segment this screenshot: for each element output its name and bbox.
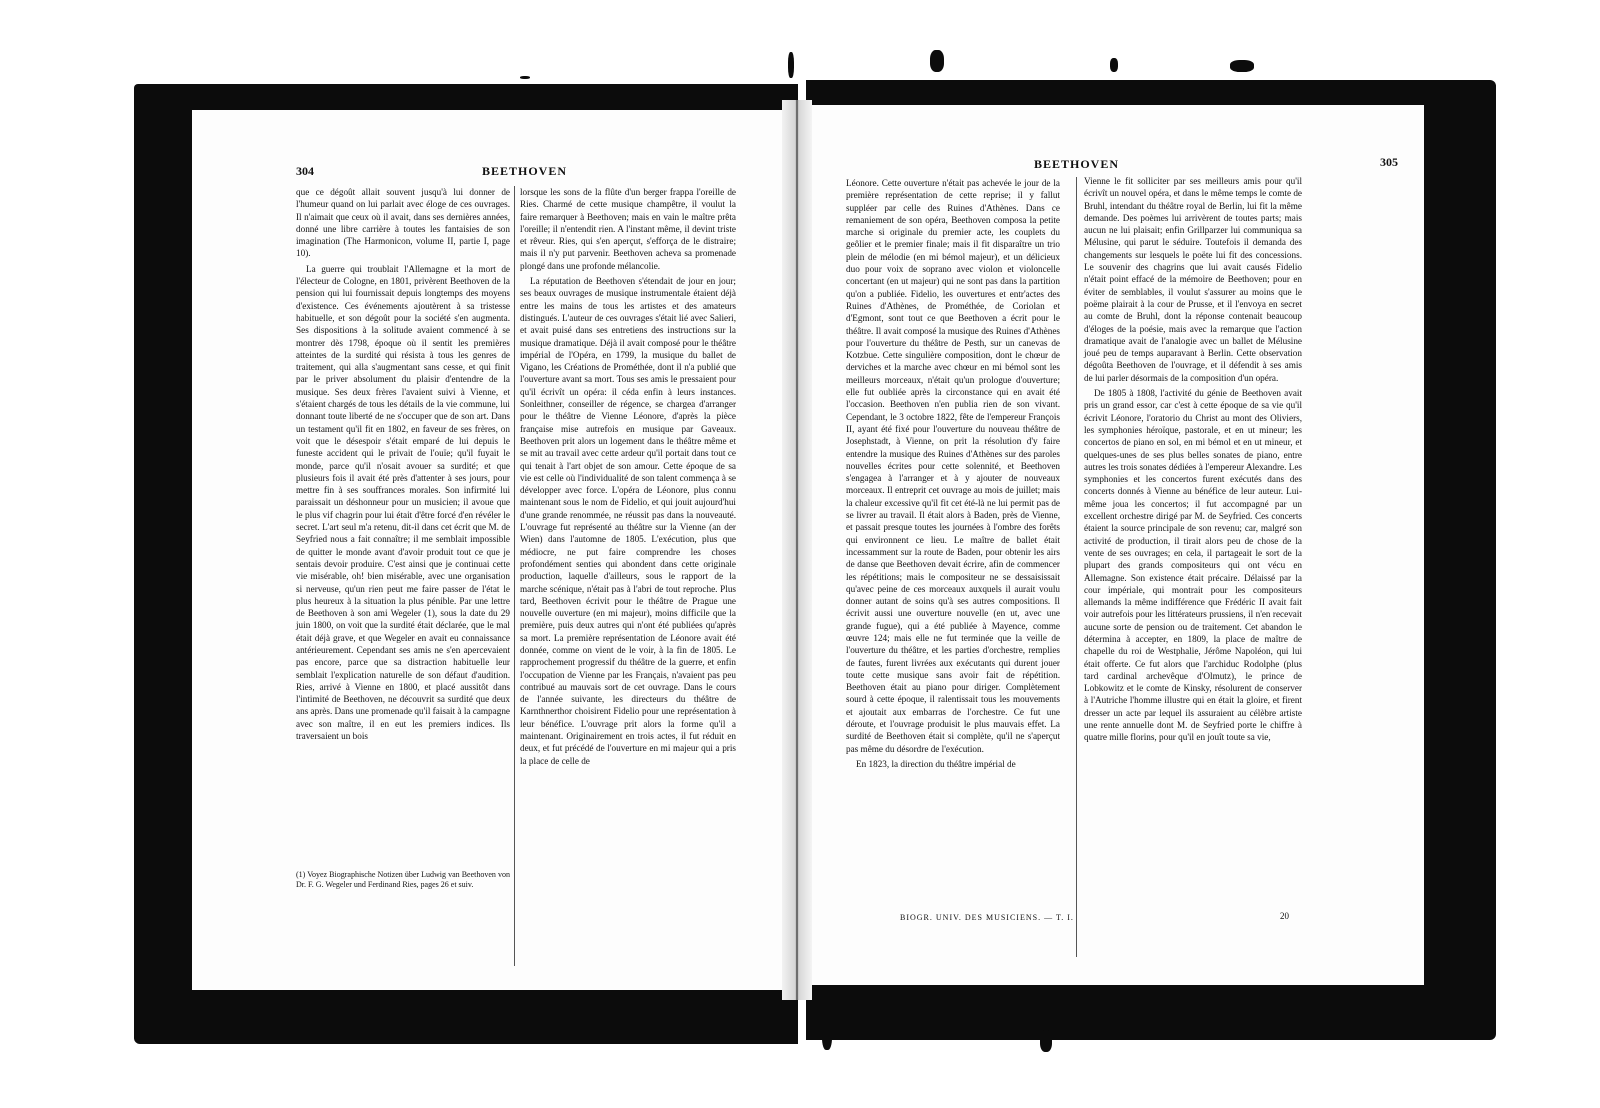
sheet-mark: 20: [1280, 911, 1289, 921]
paragraph: Léonore. Cette ouverture n'était pas achevée le jour de la première représentation de cette reprise; il y fallut suppléer par celle des Ruines d'Athènes. Dans ce remaniement de son opéra, Beethoven composa la petite marche si originale du premier acte, les couplets du geôlier et le premier finale; mais il fit disparaître un trio plein de mélodie (en mi bémol majeur), et un délicieux duo pour voix de soprano avec violon et violoncelle concertant (en ut majeur) qui ne sont pas dans la partition qu'on a publiée. Fidelio, les ouvertures et entr'actes des Ruines d'Athènes, de Prométhée, de Coriolan et d'Egmont, sont tout ce que Beethoven a écrit pour le théâtre. Il avait composé la musique des Ruines d'Athènes pour l'ouverture du théâtre de Pesth, sur un canevas de Kotzbue. Cette singulière composition, dont le chœur de derviches et la marche avec chœur en mi bémol sont les meilleurs morceaux, n'était qu'un prologue d'ouverture; elle fut oubliée après la circonstance qui en avait été l'occasion. Beethoven n'en publia rien de son vivant. Cependant, le 3 octobre 1822, fête de l'empereur François II, ayant été fixé pour l'ouverture du nouveau théâtre de Josephstadt, à Vienne, on prit la résolution d'y faire entendre la musique des Ruines d'Athènes sur des paroles nouvelles écrites pour cette solennité, et Beethoven s'engagea à l'arranger et à y ajouter de nouveaux morceaux. Il entreprit cet ouvrage au mois de juillet; mais la chaleur excessive qu'il fit cet été-là ne lui permit pas de se livrer au travail. Il était alors à Baden, près de Vienne, et passait presque toutes les journées à l'ombre des forêts qui environnent ce lieu. Le maître de ballet était incessamment sur la route de Baden, pour obtenir les airs de danse que Beethoven devait écrire, afin de commencer les répétitions; mais le compositeur ne se dessaisissait qu'avec peine de ces morceaux auxquels il aurait voulu donner autant de soins qu'à ses autres compositions. Il écrivit aussi une ouverture nouvelle (en ut, avec une grande fugue), qui a été publiée à Mayence, comme œuvre 124; mais elle ne fut terminée que la veille de l'ouverture du théâtre, et les parties d'orchestre, remplies de fautes, furent livrées aux exécutants qui durent jouer toute cette musique sans avoir fait de répétition. Beethoven était au piano pour diriger. Complètement sourd à cette époque, il ralentissait tous les mouvements et ajoutait aux embarras de l'orchestre. Ce fut une déroute, et l'ouvrage produisit le plus mauvais effet. La surdité de Beethoven était si complète, qu'il ne s'aperçut pas même du désordre de l'exécution.: [846, 178, 1060, 754]
left-page: [192, 110, 782, 990]
ink-speck: [1110, 58, 1118, 72]
book-gutter: [782, 100, 812, 1000]
ink-speck: [930, 50, 944, 72]
text-column-right: [1084, 175, 1302, 747]
paragraph: lorsque les sons de la flûte d'un berger frappa l'oreille de Ries. Charmé de cette musique champêtre, il voulut la faire remarquer à Beethoven; mais en vain le maître prêta l'oreille; il n'entendit rien. A l'instant même, il devint triste et rêveur. Ries, qui s'en aperçut, s'efforça de le distraire; mais il n'y put parvenir. Beethoven acheva sa promenade plongé dans une profonde mélancolie.: [520, 187, 736, 271]
ink-speck: [520, 76, 530, 79]
text-column-left: [296, 186, 510, 745]
paragraph: En 1823, la direction du théâtre impérial de: [856, 758, 1016, 769]
ink-speck: [1040, 1030, 1052, 1052]
paragraph: que ce dégoût allait souvent jusqu'à lui donner de l'humeur quand on lui parlait avec éloge de ces ouvrages. Il n'aimait que ceux où il avait, dans ses dernières années, donné une libre carrière à toutes les fantaisies de son imagination (The Harmonicon, volume II, partie I, page 10).: [296, 187, 510, 259]
ink-speck: [788, 52, 794, 78]
text-column-right: [520, 186, 736, 770]
right-page: [812, 105, 1424, 985]
page-number: 304: [296, 164, 314, 178]
column-divider: [1076, 177, 1077, 957]
paragraph: La réputation de Beethoven s'étendait de jour en jour; ses beaux ouvrages de musique instrumentale étaient déjà entre les mains de tous les artistes et des amateurs distingués. L'auteur de ces ouvrages s'était lié avec Salieri, et avait puisé dans ses entretiens des instructions sur la musique dramatique. Déjà il avait composé pour le théâtre impérial de l'Opéra, en 1799, la musique du ballet de Vigano, les Créations de Prométhée, dont il n'a publié que l'ouverture avant sa mort. Tous ses amis le pressaient pour qu'il écrivît un opéra: il céda enfin à leurs instances. Sonleithner, conseiller de régence, se chargea d'arranger pour le théâtre de Vienne Léonore, d'après la pièce française mise autrefois en musique par Gaveaux. Beethoven prit alors un logement dans le théâtre même et se mit au travail avec cette ardeur qu'il portait dans tout ce qui tenait à l'art objet de son amour. Cette époque de sa vie est celle où l'individualité de son talent commença à se développer avec force. L'opéra de Léonore, plus connu maintenant sous le nom de Fidelio, et qui jouit aujourd'hui d'une grande renommée, ne réussit pas dans la nouveauté. L'ouvrage fut représenté au théâtre sur la Vienne (an der Wien) dans l'automne de 1805. L'exécution, plus que médiocre, ne put faire comprendre les choses profondément senties qui abondent dans cette originale production, laquelle d'ailleurs, sous le rapport de la marche scénique, n'était pas à l'abri de tout reproche. Plus tard, Beethoven écrivit pour le théâtre de Prague une nouvelle ouverture (en mi majeur), moins difficile que la première, puis deux autres qui n'ont été publiées qu'après sa mort. La première représentation de Léonore avait été donnée, comme on vient de le voir, à la fin de 1805. Le rapprochement progressif du théâtre de la guerre, et enfin l'occupation de Vienne par les Français, n'avaient pas peu contribué au mauvais sort de cet ouvrage. Dans le cours de l'année suivante, les directeurs du théâtre de Karnthnerthor choisirent Fidelio pour une représentation à leur bénéfice. L'ouvrage prit alors la forme qu'il a maintenant. Originairement en trois actes, il fut réduit en deux, et fut précédé de l'ouverture en mi majeur qui a pris la place de celle de: [520, 276, 736, 766]
page-number: 305: [1380, 155, 1398, 169]
running-head: BEETHOVEN: [1034, 157, 1120, 171]
paragraph: De 1805 à 1808, l'activité du génie de Beethoven avait pris un grand essor, car c'est à cette époque de sa vie qu'il écrivit Léonore, l'oratorio du Christ au mont des Oliviers, les symphonies héroïque, pastorale, et en ut mineur; les concertos de piano en sol, en mi bémol et en ut mineur, et quelques-unes de ses plus belles sonates de piano, entre autres les trois sonates dédiées à l'empereur Alexandre. Les symphonies et les concertos furent exécutés dans des concerts donnés à Vienne au bénéfice de leur auteur. Lui-même joua les concertos; il fut accompagné par un excellent orchestre dirigé par M. de Seyfried. Ces concerts étaient la source principale de son revenu; car, malgré son activité de production, il tirait alors peu de chose de la vente de ses ouvrages; en cela, il partageait le sort de la plupart des grands compositeurs qui ont vécu en Allemagne. Son existence était précaire. Délaissé par la cour impériale, qui montrait pour les compositeurs allemands la même indifférence que Frédéric II avait fait voir autrefois pour les littérateurs prussiens, il n'en recevait aucune sorte de pension ou de traitement. Cet abandon le détermina à accepter, en 1809, la place de maître de chapelle du roi de Westphalie, Jérôme Napoléon, qui lui était offerte. Ce fut alors que l'archiduc Rodolphe (plus tard cardinal archevêque d'Olmutz), le prince de Lobkowitz et le comte de Kinsky, résolurent de conserver à l'Autriche l'homme illustre qui en était la gloire, et firent dresser un acte par lequel ils assuraient au célèbre artiste une rente annuelle dont M. de Seyfried porte le chiffre à quatre mille florins, pour qu'il en jouît toute sa vie,: [1084, 388, 1302, 743]
column-divider: [514, 186, 515, 966]
running-head: BEETHOVEN: [482, 164, 568, 178]
paragraph: La guerre qui troublait l'Allemagne et la mort de l'électeur de Cologne, en 1801, privèrent Beethoven de la pension qui lui fournissait depuis longtemps des moyens d'existence. Ces événements ajoutèrent à sa tristesse habituelle, et son dégoût pour la société s'en augmenta. Ses dispositions à la solitude avaient commencé à se montrer dès 1798, époque où il sentit les premières atteintes de la surdité qui résista à tous les genres de traitement, qui alla s'augmentant sans cesse, et qui finit par le priver absolument du plaisir d'entendre de la musique. Ses deux frères l'avaient suivi à Vienne, et s'étaient chargés de tous les détails de la vie commune, lui donnant toute liberté de ne s'occuper que de son art. Dans un testament qu'il fit en 1802, en faveur de ses frères, on voit que le désespoir s'était emparé de lui depuis le funeste accident qui le privait de l'ouïe; qu'il fuyait le monde, parce qu'il n'osait avouer sa surdité; et que plusieurs fois il avait été près d'attenter à ses jours, pour mettre fin à ses souffrances morales. Son infirmité lui paraissait un déshonneur pour un musicien; il avoue que le plus vif chagrin pour lui était d'être forcé d'en révéler le secret. L'art seul m'a retenu, dit-il dans cet écrit que M. de Seyfried nous a fait connaître; il me semblait impossible de quitter le monde avant d'avoir produit tout ce que je sentais devoir produire. C'est ainsi que je continuai cette vie misérable, oh! bien misérable, avec une organisation si nerveuse, qu'un rien peut me faire passer de l'état le plus heureux à la situation la plus pénible. Par une lettre de Beethoven à son ami Wegeler (1), sous la date du 29 juin 1800, on voit que la surdité était déclarée, que le mal était déjà grave, et que Wegeler en avait eu connaissance antérieurement. Cependant ses amis ne s'en apercevaient pas encore, parce que sa distraction habituelle leur semblait l'explication naturelle de son défaut d'audition. Ries, arrivé à Vienne en 1800, et placé aussitôt dans l'intimité de Beethoven, ne découvrit sa surdité que deux ans après. Dans une promenade qu'il faisait à la campagne avec son maître, il en eut les premiers indices. Ils traversaient un bois: [296, 263, 510, 742]
text-column-left: [846, 177, 1060, 773]
ink-speck: [1230, 60, 1254, 72]
ink-speck: [822, 1020, 832, 1050]
footnote: (1) Voyez Biographische Notizen über Ludwig van Beethoven von Dr. F. G. Wegeler und Ferdinand Ries, pages 26 et suiv.: [296, 870, 510, 889]
signature-line: BIOGR. UNIV. DES MUSICIENS. — T. I.: [900, 913, 1074, 922]
paragraph: Vienne le fit solliciter par ses meilleurs amis pour qu'il écrivît un nouvel opéra, et dans le même temps le comte de Bruhl, intendant du théâtre royal de Berlin, lui fit la même demande. Des poèmes lui arrivèrent de toutes parts; mais aucun ne lui plaisait; enfin Grillparzer lui communiqua sa Mélusine, qui parut le séduire. Toutefois il demanda des changements sur lesquels le poëte lui fit des concessions. Le souvenir des chagrins que lui avait causés Fidelio n'était point effacé de la mémoire de Beethoven; pour en éviter de semblables, il voulut s'assurer au moins que le poëme plairait à la cour de Prusse, et il l'envoya en secret au comte de Bruhl, dont la réponse contenait beaucoup d'éloges de la poésie, mais avec la remarque que l'action dramatique avait de l'analogie avec un ballet de Mélusine joué peu de temps auparavant à Berlin. Cette observation dégoûta Beethoven de l'ouvrage, et il défendit à ses amis de lui parler désormais de la composition d'un opéra.: [1084, 176, 1302, 383]
